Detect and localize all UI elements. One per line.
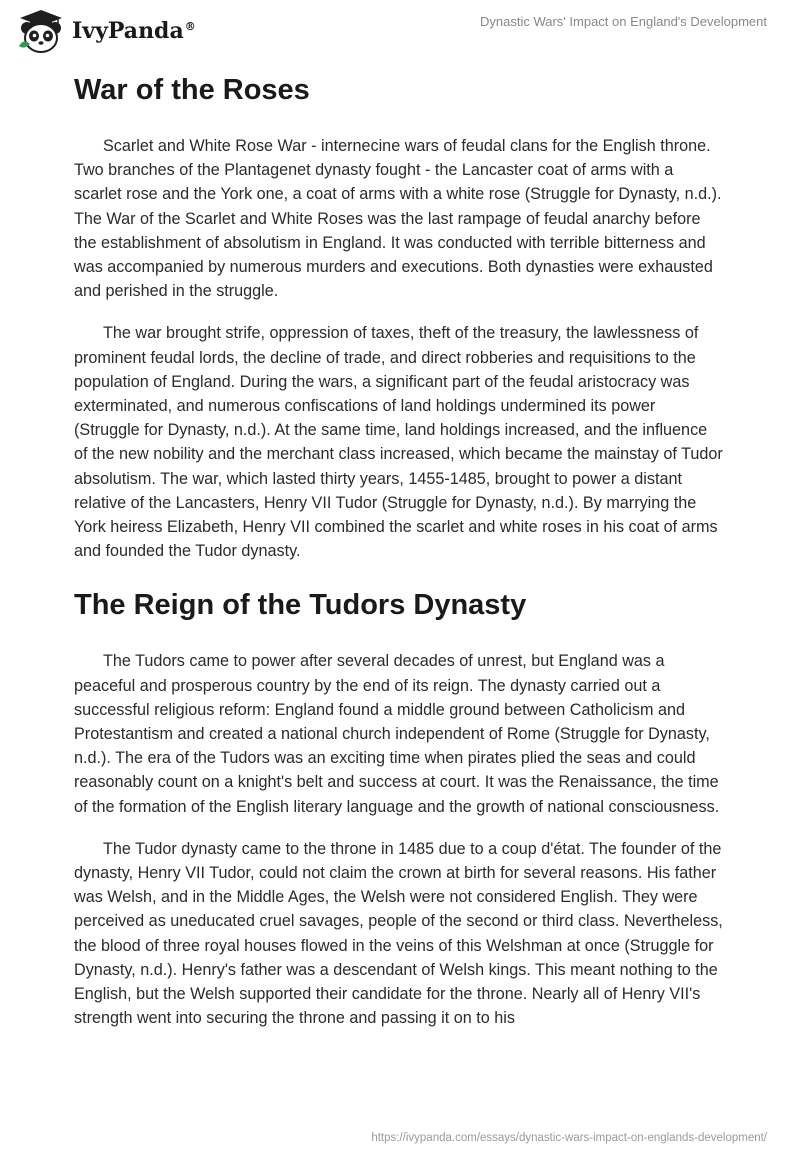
page-header (0, 0, 800, 60)
section-heading: War of the Roses (74, 74, 310, 106)
logo-registered-mark: ® (184, 19, 196, 33)
panda-logo-icon (16, 8, 66, 54)
document-title: Dynastic Wars' Impact on England's Development (480, 14, 767, 29)
section-reign-of-the-tudors (74, 587, 724, 1030)
section-heading: The Reign of the Tudors Dynasty (74, 589, 527, 622)
source-url-link[interactable]: https://ivypanda.com/essays/dynastic-wars-impact-on-englands-development/ (371, 1132, 767, 1144)
essay-content (74, 72, 724, 1031)
paragraph: The war brought strife, oppression of taxes, theft of the treasury, the lawlessness of prominent feudal lords, the decline of trade, and direct robberies and requisitions to the population of England. During the wars, a significant part of the feudal aristocracy was exterminated, and numerous confiscations of land holdings undermined its power (Struggle for Dynasty, n.d.). At the same time, land holdings increased, and the influence of the new nobility and the merchant class increased, which became the mainstay of Tudor absolutism. The war, which lasted thirty years, 1455-1485, brought to power a distant relative of the Lancasters, Henry VII Tudor (Struggle for Dynasty, n.d.). By marrying the York heiress Elizabeth, Henry VII combined the scarlet and white roses in his coat of arms and founded the Tudor dynasty. (74, 324, 723, 561)
section-war-of-the-roses (74, 72, 724, 563)
paragraph: Scarlet and White Rose War - internecine wars of feudal clans for the English throne. Two branches of the Plantagenet dynasty fought - the Lancaster coat of arms with a scarlet rose and the York one, a coat of arms with a white rose (Struggle for Dynasty, n.d.). The War of the Scarlet and White Roses was the last rampage of feudal anarchy before the establishment of absolutism in England. It was conducted with terrible bitterness and was accompanied by numerous murders and executions. Both dynasties were exhausted and perished in the struggle. (74, 137, 722, 301)
logo[interactable] (16, 8, 196, 54)
paragraph: The Tudor dynasty came to the throne in 1485 due to a coup d'état. The founder of the dynasty, Henry VII Tudor, could not claim the crown at birth for several reasons. His father was Welsh, and in the Middle Ages, the Welsh were not considered English. They were perceived as uneducated cruel savages, people of the second or third class. Nevertheless, the blood of three royal houses flowed in the veins of this Welshman at once (Struggle for Dynasty, n.d.). Henry's father was a descendant of Welsh kings. This meant nothing to the English, but the Welsh supported their candidate for the throne. Nearly all of Henry VII's strength went into securing the throne and passing it on to his (74, 839, 723, 1028)
logo-text: IvyPanda® (72, 18, 196, 44)
paragraph: The Tudors came to power after several decades of unrest, but England was a peaceful and prosperous country by the end of its reign. The dynasty carried out a successful religious reform: England found a middle ground between Catholicism and Protestantism and created a national church independent of Rome (Struggle for Dynasty, n.d.). The era of the Tudors was an exciting time when pirates plied the seas and could reasonably count on a knight's belt and success at court. It was the Renaissance, the time of the formation of the English literary language and the growth of national consciousness. (74, 652, 720, 816)
